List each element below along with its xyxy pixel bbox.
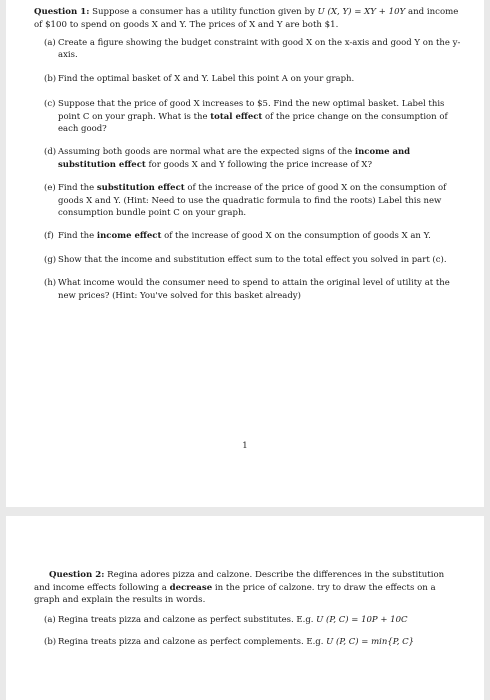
part-label: (d) [44,147,57,158]
page-number: 1 [242,441,248,451]
part-text-pre: Suppose that the price of good X increases to $5. Find the new optimal basket. Label this point C on your graph. What is the [58,99,445,122]
part-text-pre: Assuming both goods are normal what are the expected signs of the [58,147,355,158]
part-g [34,254,462,266]
part-math: U (P, C) = min{P, C} [326,636,415,647]
part-text-post: of the increase of the price of good X on the consumption of goods X and Y. (Hint: Need to use the quadratic formula to find the roots) Label this new consumption bundle point C on your graph. [58,183,447,219]
question-1-intro-text-a: Suppose a consumer has a utility function given by [89,7,318,17]
part-text: Find the optimal basket of X and Y. Label this point A on your graph. [58,73,355,84]
part-text-bold: total effect [210,111,263,122]
part-text: What income would the consumer need to spend to attain the original level of utility at the new prices? (Hint: You've solved for this basket already) [58,278,450,301]
utility-function: U (X, Y) = XY + 10Y [317,7,406,17]
part-c [34,98,462,135]
part-text: Create a figure showing the budget constraint with good X on the x-axis and good Y on the y-axis. [58,38,461,61]
part-text-post: for goods X and Y following the price increase of X? [145,159,373,170]
question-2-intro-bold: decrease [169,582,213,593]
question-2-intro [34,569,456,607]
part-text-pre: Find the [58,183,97,194]
part-label: (g) [44,254,57,265]
part-d [34,146,462,171]
question-2-parts [34,614,456,649]
part-label: (e) [44,183,56,194]
part-text-pre: Find the [58,231,97,242]
part-e [34,182,462,219]
part-text: Show that the income and substitution effect sum to the total effect you solved in part (c). [58,254,447,265]
part-text-post: of the price change on the consumption of each good? [58,111,448,135]
part-text-post: of the increase of good X on the consumption of goods X an Y. [161,231,431,242]
question-1-label: Question 1: [34,7,90,17]
part-text: Regina treats pizza and calzone as perfect complements. E.g. [58,636,327,647]
q2-part-a [34,614,456,626]
part-text-bold: income and substitution effect [58,147,411,170]
part-f [34,230,462,242]
part-text-bold: income effect [96,231,162,242]
question-2-intro-text-a: Regina adores pizza and calzone. Describe the differences in the substitution and income effects following a [34,570,445,593]
part-math: U (P, C) = 10P + 10C [316,614,408,625]
part-label: (h) [44,278,57,289]
part-h [34,277,462,302]
question-1-parts [34,37,462,302]
question-1-intro-text-b: and income of $100 to spend on goods X and Y. The prices of X and Y are both $1. [34,7,459,30]
question-2-intro-text-b: in the price of calzone. try to draw the effects on a graph and explain the results in words. [34,582,436,605]
part-text-bold: substitution effect [96,183,185,194]
part-label: (b) [44,636,57,647]
part-label: (f) [44,231,54,242]
question-2-label: Question 2: [49,570,105,580]
q2-part-b [34,636,456,648]
part-label: (c) [44,99,56,110]
part-label: (a) [44,614,56,625]
part-a [34,37,462,62]
document-page-1 [6,0,484,507]
question-1-intro [34,6,462,31]
document-page-2 [6,516,484,700]
part-label: (b) [44,73,57,84]
part-label: (a) [44,38,56,48]
part-b [34,73,462,85]
part-text: Regina treats pizza and calzone as perfect substitutes. E.g. [58,614,317,625]
